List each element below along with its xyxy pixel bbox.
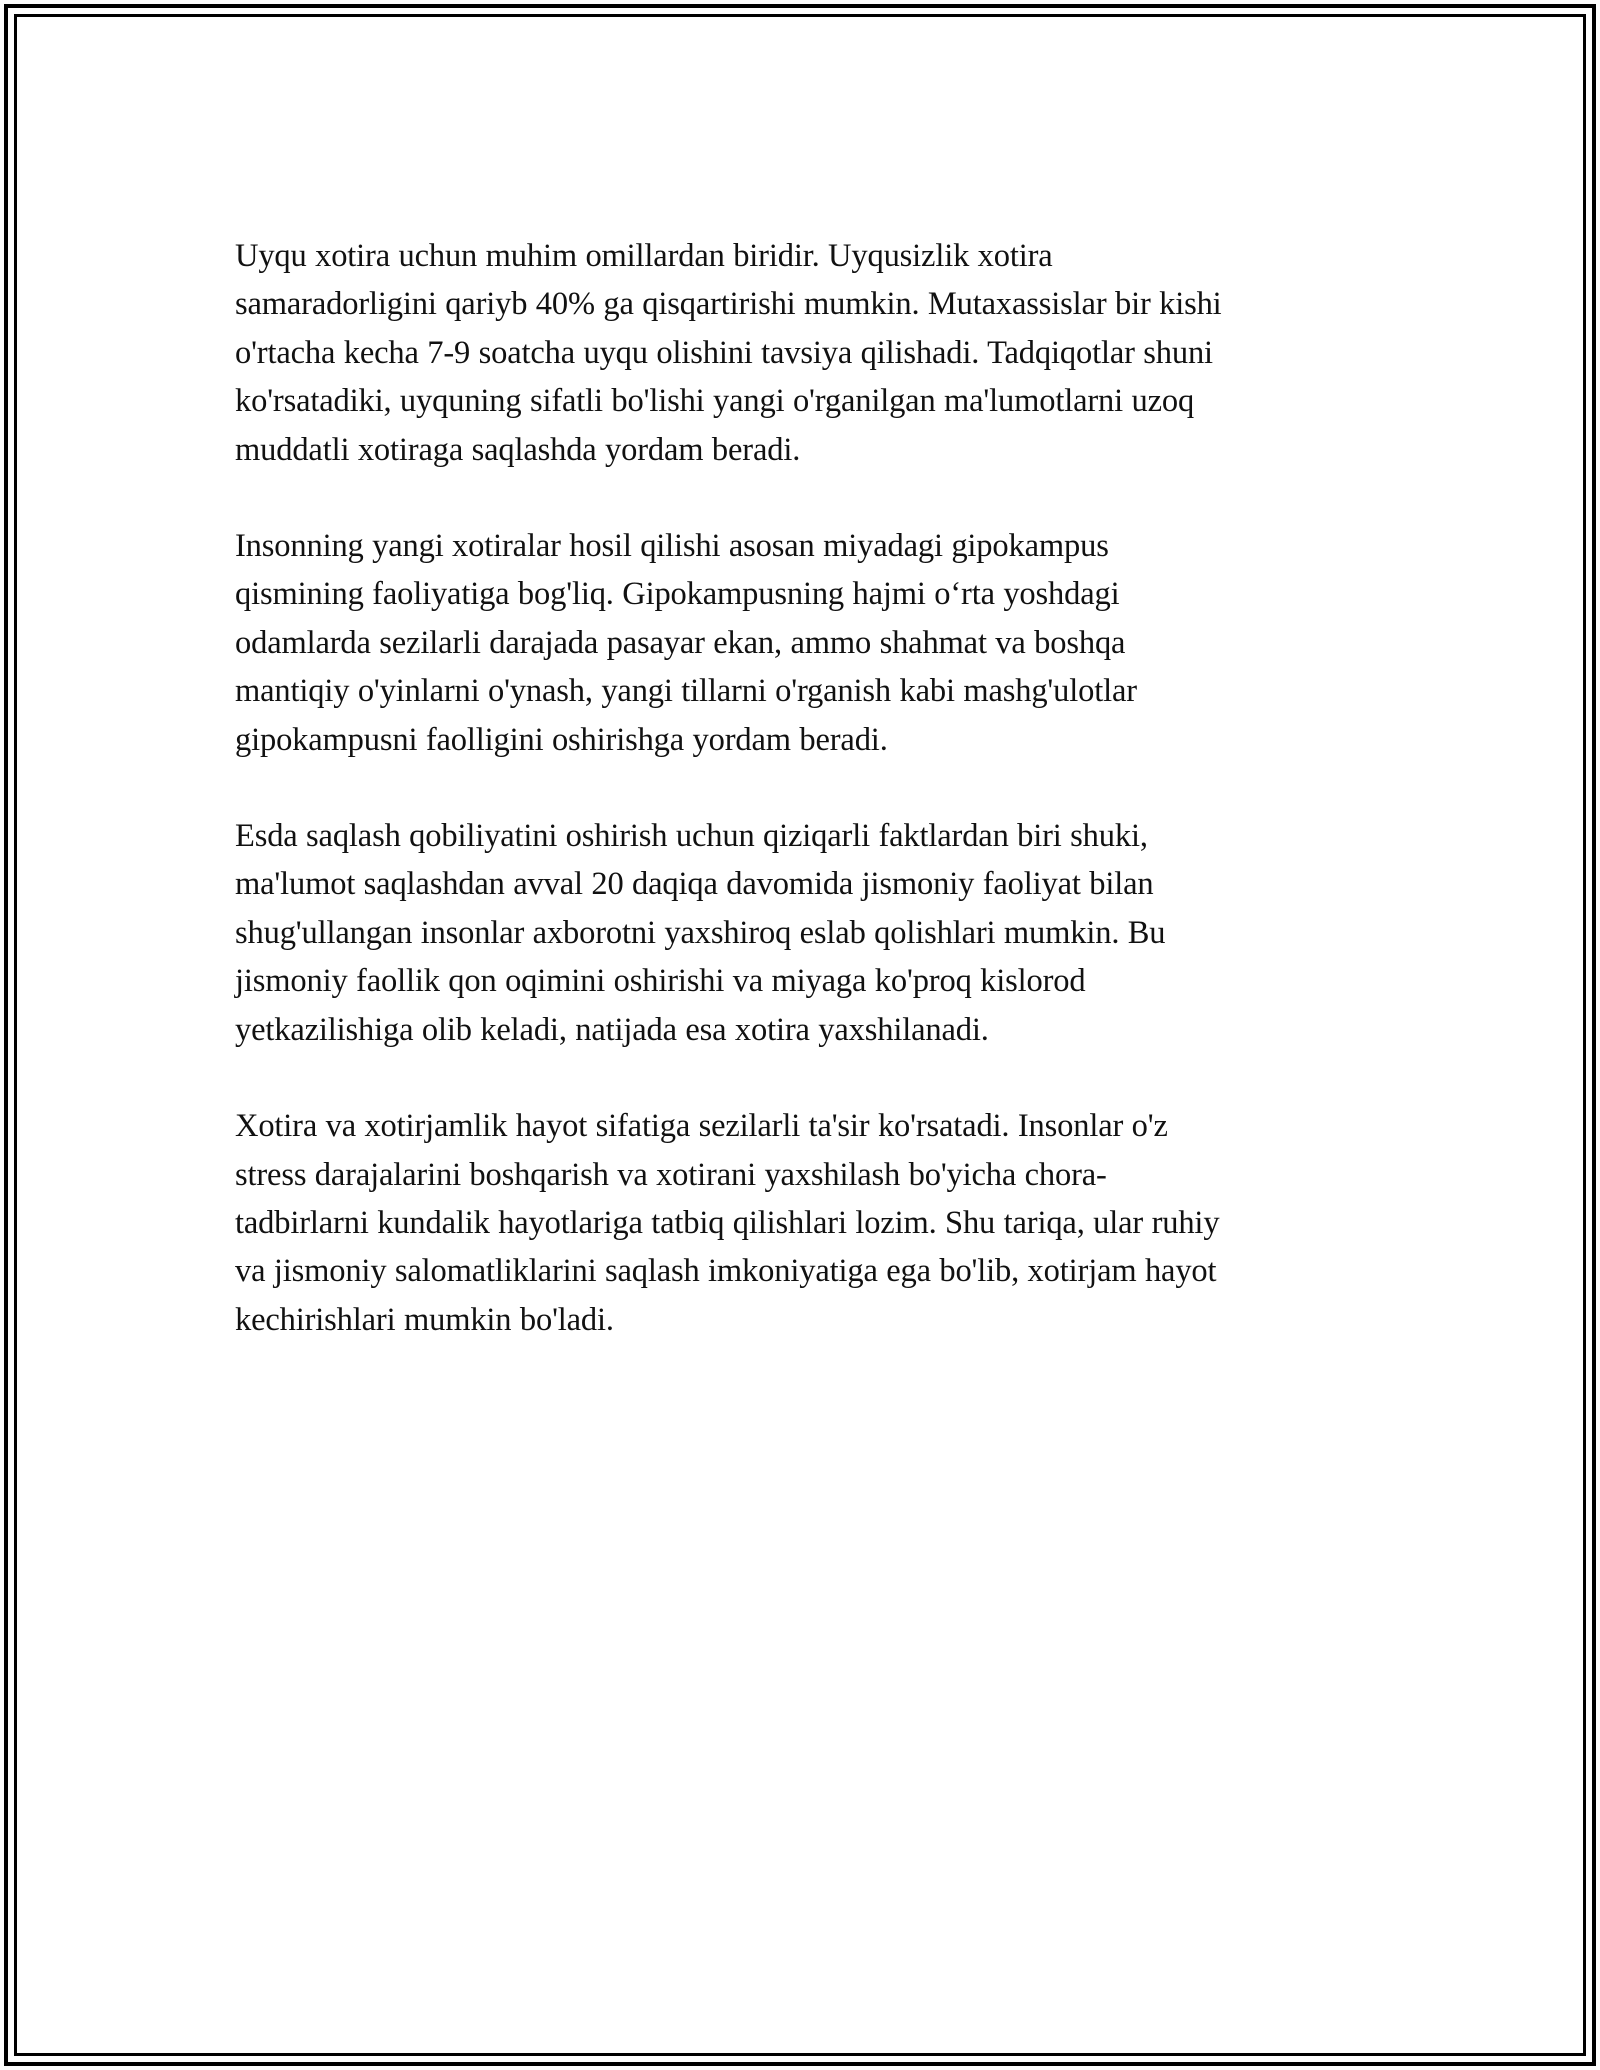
document-body [235,232,1370,1392]
paragraph-wellbeing: Xotira va xotirjamlik hayot sifatiga sezilarli ta'sir ko'rsatadi. Insonlar o'z stress darajalarini boshqarish va xotirani yaxshilash bo'yicha chora- tadbirlarni kundalik hayotlariga tatbiq qilishlari lozim. Shu tariqa, ular ruhiy va jismoniy salomatliklarini saqlash imkoniyatiga ega bo'lib, xotirjam hayot kechirishlari mumkin bo'ladi. [235,1108,1220,1338]
paragraph-exercise: Esda saqlash qobiliyatini oshirish uchun qiziqarli faktlardan biri shuki, ma'lumot saqlashdan avval 20 daqiqa davomida jismoniy faoliyat bilan shug'ullangan insonlar axborotni yaxshiroq eslab qolishlari mumkin. Bu jismoniy faollik qon oqimini oshirishi va miyaga ko'proq kislorod yetkazilishiga olib keladi, natijada esa xotira yaxshilanadi. [235,818,1166,1048]
paragraph-sleep: Uyqu xotira uchun muhim omillardan biridir. Uyqusizlik xotira samaradorligini qariyb 40% ga qisqartirishi mumkin. Mutaxassislar bir kishi o'rtacha kecha 7-9 soatcha uyqu olishini tavsiya qilishadi. Tadqiqotlar shuni ko'rsatadiki, uyquning sifatli bo'lishi yangi o'rganilgan ma'lumotlarni uzoq muddatli xotiraga saqlashda yordam beradi. [235,238,1222,468]
paragraph-hippocampus: Insonning yangi xotiralar hosil qilishi asosan miyadagi gipokampus qismining faoliyatiga bog'liq. Gipokampusning hajmi o‘rta yoshdagi odamlarda sezilarli darajada pasayar ekan, ammo shahmat va boshqa mantiqiy o'yinlarni o'ynash, yangi tillarni o'rganish kabi mashg'ulotlar gipokampusni faolligini oshirishga yordam beradi. [235,528,1137,758]
